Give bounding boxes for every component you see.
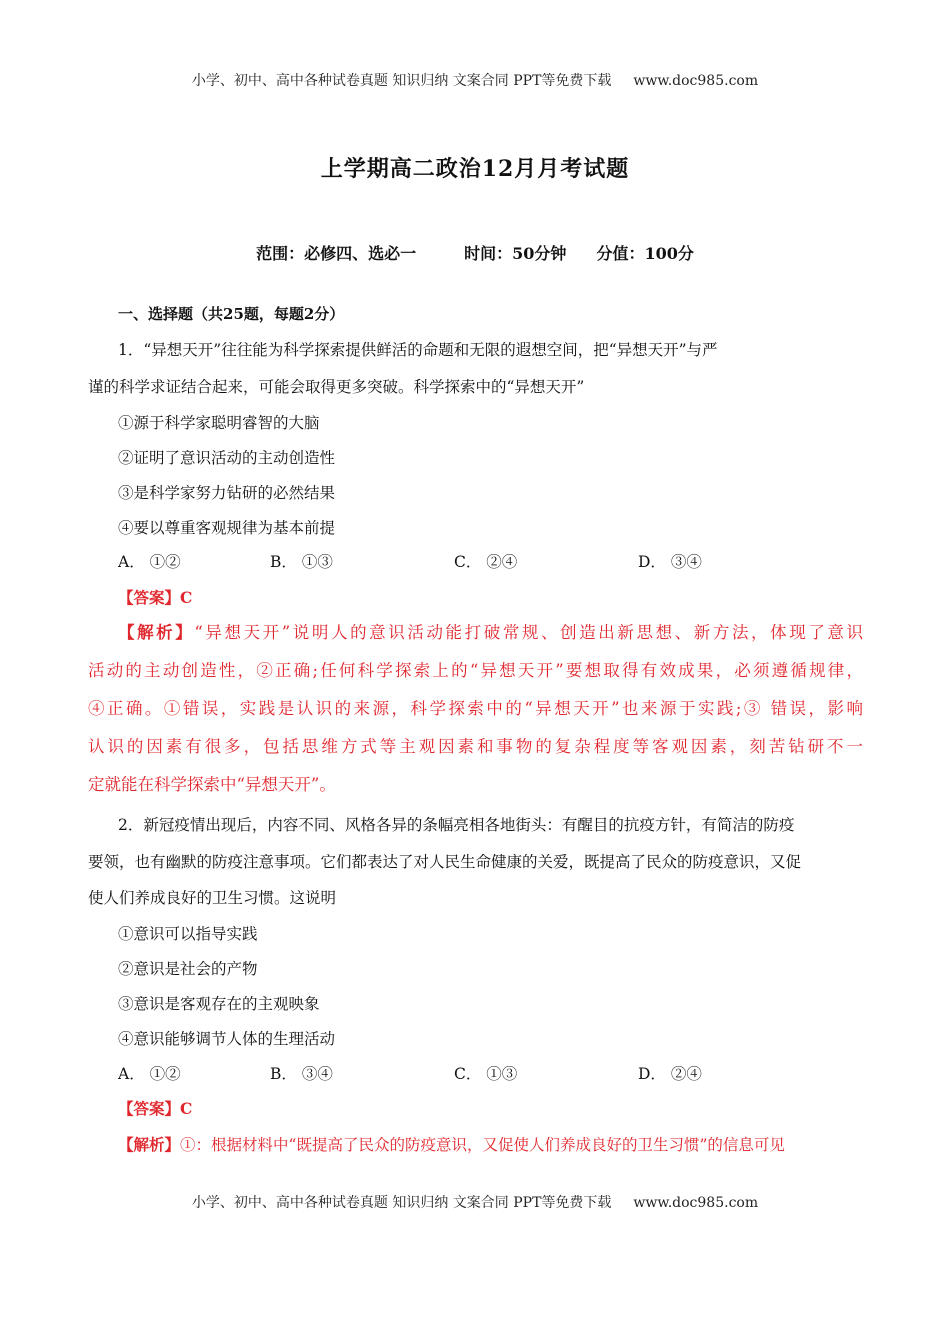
q1-stem-line1: 1．“异想天开”往往能为科学探索提供鲜活的命题和无限的遐想空间，把“异想天开”与严 [118, 341, 718, 359]
q1-analysis-tag: 【解析】 [118, 623, 195, 642]
q1-option-d: D． ③④ [638, 553, 702, 571]
q1-analysis-line5: 定就能在科学探索中“异想天开”。 [88, 775, 336, 794]
q2-analysis-tag: 【解析】 [118, 1135, 181, 1154]
q1-item-2: ②证明了意识活动的主动创造性 [118, 449, 336, 467]
page-footer [0, 1192, 950, 1212]
q1-analysis-line1 [118, 623, 863, 643]
q2-item-4: ④意识能够调节人体的生理活动 [118, 1030, 336, 1048]
q1-analysis-line3: ④正确。①错误，实践是认识的来源，科学探索中的“异想天开”也来源于实践;③ 错误，影响 [88, 699, 863, 718]
q1-stem-line2: 谨的科学求证结合起来，可能会取得更多突破。科学探索中的“异想天开” [88, 378, 585, 396]
header-text: 小学、初中、高中各种试卷真题 知识归纳 文案合同 PPT等免费下载 [191, 73, 612, 89]
q2-option-b: B． ③④ [270, 1065, 333, 1083]
q1-item-3: ③是科学家努力钻研的必然结果 [118, 484, 336, 502]
q2-option-a: A． ①② [118, 1065, 181, 1083]
q2-item-2: ②意识是社会的产物 [118, 960, 258, 978]
page-title: 上学期高二政治12月月考试题 [320, 156, 630, 182]
q2-answer-tag: 【答案】 [118, 1099, 181, 1118]
exam-time: 时间：50分钟 [464, 244, 567, 263]
header-site[interactable]: www.doc985.com [633, 73, 759, 89]
q1-item-1: ①源于科学家聪明睿智的大脑 [118, 414, 320, 432]
exam-score: 分值：100分 [596, 244, 694, 263]
page-header [0, 70, 950, 90]
exam-scope: 范围：必修四、选必一 [256, 244, 417, 263]
q1-item-4: ④要以尊重客观规律为基本前提 [118, 519, 336, 537]
q1-analysis-text1: “异想天开”说明人的意识活动能打破常规、创造出新思想、新方法，体现了意识 [194, 623, 863, 642]
exam-meta [0, 241, 950, 264]
q1-analysis-line4: 认识的因素有很多，包括思维方式等主观因素和事物的复杂程度等客观因素，刻苦钻研不一 [88, 737, 863, 756]
q1-answer-value: C [180, 588, 193, 607]
q2-stem-line3: 使人们养成良好的卫生习惯。这说明 [88, 889, 337, 907]
q1-option-a: A． ①② [118, 553, 181, 571]
q1-answer [118, 588, 192, 608]
q1-option-c: C． ②④ [454, 553, 518, 571]
q2-analysis-text1: ①：根据材料中“既提高了民众的防疫意识，又促使人们养成良好的卫生习惯”的信息可见 [180, 1136, 785, 1154]
q2-option-c: C． ①③ [454, 1065, 518, 1083]
q2-option-d: D． ②④ [638, 1065, 702, 1083]
q1-answer-tag: 【答案】 [118, 588, 181, 607]
footer-text: 小学、初中、高中各种试卷真题 知识归纳 文案合同 PPT等免费下载 [191, 1195, 612, 1211]
section-heading: 一、选择题（共25题，每题2分） [118, 305, 345, 323]
q1-analysis-line2: 活动的主动创造性，②正确;任何科学探索上的“异想天开”要想取得有效成果，必须遵循规律， [88, 661, 863, 680]
q2-answer [118, 1099, 192, 1119]
q2-item-1: ①意识可以指导实践 [118, 925, 258, 943]
q2-answer-value: C [180, 1099, 193, 1118]
q2-item-3: ③意识是客观存在的主观映象 [118, 995, 320, 1013]
q1-option-b: B． ①③ [270, 553, 333, 571]
q2-analysis-line1 [118, 1135, 785, 1155]
q2-stem-line2: 要领，也有幽默的防疫注意事项。它们都表达了对人民生命健康的关爱，既提高了民众的防疫意识，又促 [88, 853, 802, 871]
footer-site[interactable]: www.doc985.com [633, 1195, 759, 1211]
q2-stem-line1: 2．新冠疫情出现后，内容不同、风格各异的条幅亮相各地街头：有醒目的抗疫方针，有简洁的防疫 [118, 816, 795, 834]
